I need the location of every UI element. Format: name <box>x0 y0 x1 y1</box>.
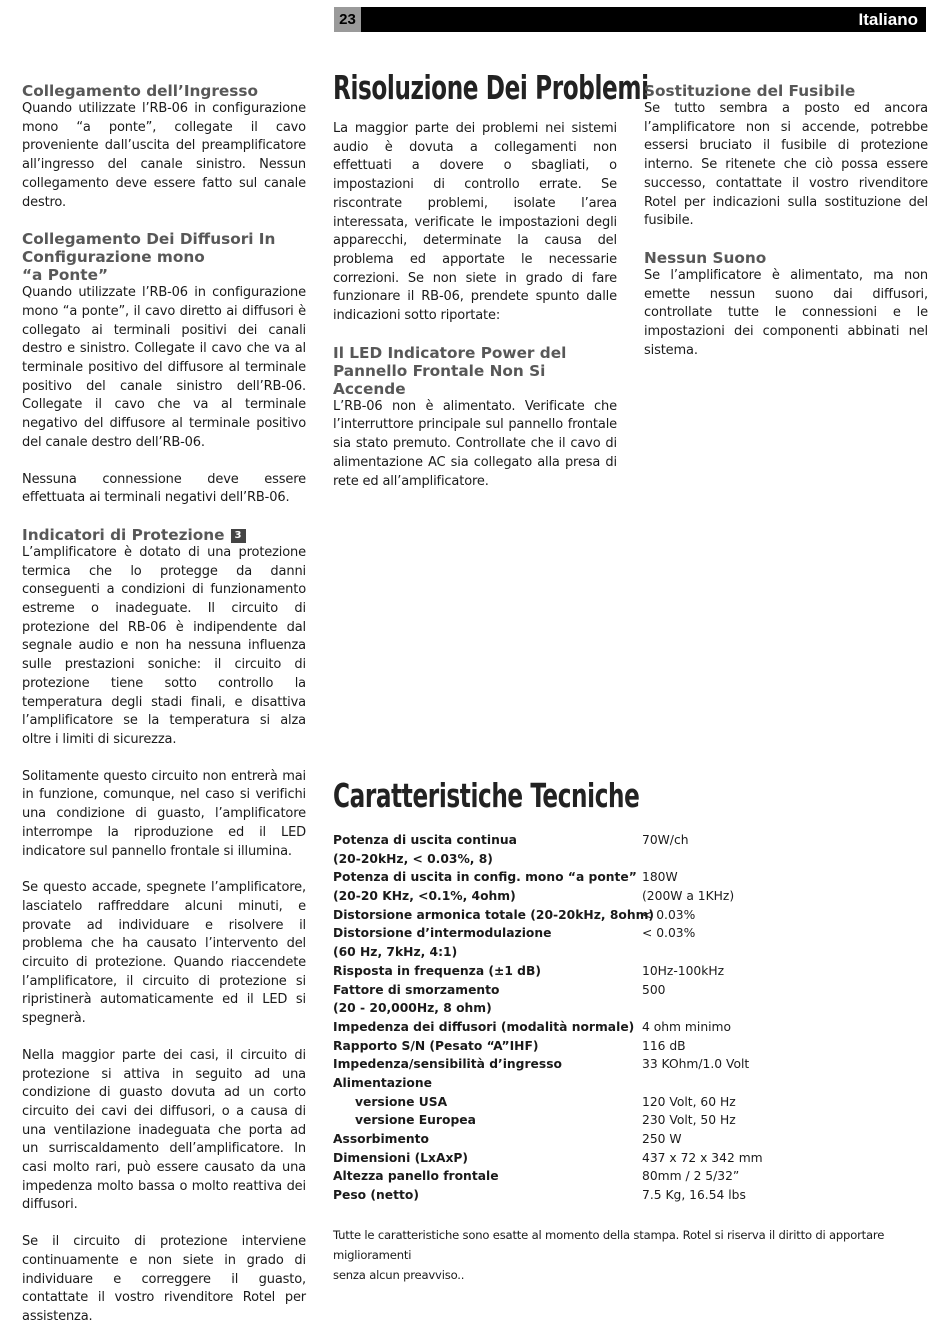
spec-label: (60 Hz, 7kHz, 4:1) <box>333 945 458 960</box>
spec-label: Risposta in frequenza (±1 dB) <box>333 963 541 978</box>
spec-row <box>333 1167 933 1186</box>
protection-paragraph-4: Nella maggior parte dei casi, il circuito di protezione si attiva in seguito ad una condizione di guasto dovuta ad un corto circuito dei cavi dei diffusori, o a causa di una ventilazione inadeguata che porta ad un surriscaldamento dell’amplificatore. In casi molto rari, può essere causato da una impedenza molto bassa o molto reattiva dei diffusori. <box>22 1047 306 1213</box>
spec-label: Potenza di uscita continua <box>333 833 517 847</box>
spec-row <box>333 1018 933 1037</box>
spec-label: Distorsione armonica totale (20-20kHz, 8ohm) <box>333 907 655 922</box>
input-connection-text: Quando utilizzate l’RB-06 in configurazione mono “a ponte”, collegate il cavo proveniente dall’uscita del preamplificatore all’ingresso del canale sinistro. Nessun collegamento deve essere fatto sul canale destro. <box>22 101 306 210</box>
spec-row <box>333 831 933 850</box>
protection-heading-text: Indicatori di Protezione <box>22 525 225 544</box>
specs-table <box>333 831 933 1205</box>
spec-value: 80mm / 2 5/32” <box>642 1169 740 1184</box>
spec-row <box>333 1074 933 1093</box>
spec-row <box>333 1093 933 1112</box>
spec-value: 10Hz-100kHz <box>642 963 725 978</box>
protection-heading <box>22 526 306 544</box>
spec-row <box>333 1130 933 1149</box>
protection-paragraph-2: Solitamente questo circuito non entrerà mai in funzione, comunque, nel caso si verifichi una condizione di guasto, l’amplificatore interrompe la riproduzione ed il LED indicatore sul pannello frontale si illumina. <box>22 768 306 859</box>
spec-row <box>333 887 933 906</box>
spec-value: 180W <box>642 870 678 885</box>
protection-paragraph-5: Se il circuito di protezione interviene continuamente e non siete in grado di individuare e correggere il guasto, contattate il vostro rivenditore Rotel per assistenza. <box>22 1234 306 1324</box>
spec-value: 70W/ch <box>642 833 689 847</box>
figure-reference-badge: 3 <box>231 529 246 543</box>
protection-paragraph-3: Se questo accade, spegnete l’amplificatore, lasciatelo raffreddare alcuni minuti, e provate ad individuare e risolvere il problema che ha causato l’intervento del circuito di protezione. Quando riaccendete l’amplificatore, il circuito di protezione si ripristinerà automaticamente ed il LED si spegnerà. <box>22 880 306 1027</box>
footnote-line-2: senza alcun preavviso.. <box>333 1268 465 1282</box>
spec-value: (200W a 1KHz) <box>642 889 735 904</box>
spec-row <box>333 1186 933 1205</box>
spec-label: (20-20kHz, < 0.03%, 8) <box>333 851 493 866</box>
power-led-heading-line-1: Il LED Indicatore Power del <box>333 343 567 362</box>
specs-title: Caratteristiche Tecniche <box>333 776 640 815</box>
spec-label: Potenza di uscita in config. mono “a ponte” <box>333 870 637 885</box>
page-number: 23 <box>334 7 361 32</box>
spec-value: 230 Volt, 50 Hz <box>642 1113 736 1128</box>
spec-value: < 0.03% <box>642 926 696 941</box>
spec-row <box>333 1149 933 1168</box>
spec-row <box>333 868 933 887</box>
spec-value: 500 <box>642 982 666 997</box>
bridge-speakers-text: Quando utilizzate l’RB-06 in configurazione mono “a ponte”, il cavo diretto ai diffusori è collegato ai terminali positivi dei canali destro e sinistro. Collegate il cavo che va al terminale positivo del diffusore al terminale positivo del canale sinistro dell’RB-06. Collegate il cavo che va al terminale negativo del diffusore al terminale positivo del canale destro dell’RB-06. <box>22 285 306 450</box>
spec-label: Impedenza/sensibilità d’ingresso <box>333 1057 562 1072</box>
spec-value: 7.5 Kg, 16.54 lbs <box>642 1188 746 1203</box>
protection-paragraph-1: L’amplificatore è dotato di una protezione termica che lo protegge da danni conseguenti a condizioni di funzionamento estreme o inadeguate. Il circuito di protezione del RB-06 è indipendente dal segnale audio e non ha nessuna influenza sulle prestazioni soniche: il circuito di protezione tiene sotto controllo la temperatura degli stadi finali, e disattiva l’amplificatore se la temperatura si alza oltre i limiti di sicurezza. <box>22 544 306 747</box>
spec-label: Fattore di smorzamento <box>333 982 500 997</box>
input-connection-heading: Collegamento dell’Ingresso <box>22 82 259 100</box>
spec-row <box>333 850 933 869</box>
spec-label: versione Europea <box>355 1113 476 1128</box>
middle-column <box>333 66 649 491</box>
left-column <box>22 82 306 1327</box>
power-led-heading-line-2: Pannello Frontale Non Si <box>333 361 546 380</box>
power-led-heading <box>333 344 617 398</box>
troubleshooting-title: Risoluzione Dei Problemi <box>333 68 649 107</box>
spec-label: (20-20 KHz, <0.1%, 4ohm) <box>333 889 516 904</box>
bridge-heading-line-2: Configurazione mono <box>22 248 205 267</box>
power-led-heading-line-3: Accende <box>333 379 406 398</box>
bridge-speakers-heading <box>22 230 306 284</box>
spec-label: (20 - 20,000Hz, 8 ohm) <box>333 1001 492 1016</box>
spec-value: 33 KOhm/1.0 Volt <box>642 1057 750 1072</box>
power-led-text: L’RB-06 non è alimentato. Verificate che l’interruttore principale sul pannello frontale sia stato premuto. Controllate che il cavo di alimentazione AC sia collegato alla presa di rete ed all’amplificatore. <box>333 398 617 489</box>
spec-value: 120 Volt, 60 Hz <box>642 1094 736 1109</box>
spec-row <box>333 1055 933 1074</box>
spec-row <box>333 981 933 1000</box>
spec-label: Distorsione d’intermodulazione <box>333 926 552 941</box>
spec-value: 437 x 72 x 342 mm <box>642 1150 763 1165</box>
fuse-heading: Sostituzione del Fusibile <box>644 82 856 100</box>
troubleshooting-intro: La maggior parte dei problemi nei sistemi audio è dovuta a collegamenti non effettuati a dovere o sbagliati, o impostazioni di controllo errate. Se riscontrate problemi, isolate l’area interessata, verificate le impostazioni degli apparecchi, determinate la causa del problema ed apportate le necessarie correzioni. Se non siete in grado di fare funzionare il RB-06, prendete spunto dalle indicazioni sotto riportate: <box>333 121 617 324</box>
spec-label: Dimensioni (LxAxP) <box>333 1150 469 1165</box>
spec-label: Assorbimento <box>333 1132 429 1146</box>
bridge-heading-line-1: Collegamento Dei Diffusori In <box>22 230 276 249</box>
spec-label: Alimentazione <box>333 1075 432 1090</box>
bridge-speakers-note: Nessuna connessione deve essere effettuata ai terminali negativi dell’RB-06. <box>22 471 306 506</box>
spec-label: Altezza panello frontale <box>333 1169 499 1184</box>
no-sound-text: Se l’amplificatore è alimentato, ma non emette nessun suono dai diffusori, controllate tutte le connessioni e le impostazioni dei componenti abbinati nel sistema. <box>644 267 928 358</box>
right-column <box>644 82 928 360</box>
spec-row <box>333 1037 933 1056</box>
spec-label: Peso (netto) <box>333 1188 419 1203</box>
spec-label: Rapporto S/N (Pesato “A”IHF) <box>333 1038 539 1053</box>
spec-value: < 0.03% <box>642 907 696 922</box>
bridge-heading-line-3: “a Ponte” <box>22 266 109 285</box>
spec-row <box>333 962 933 981</box>
spec-value: 250 W <box>642 1132 682 1146</box>
header-language-bar: Italiano <box>361 7 926 32</box>
spec-row <box>333 924 933 943</box>
spec-label: versione USA <box>355 1094 448 1109</box>
spec-row <box>333 943 933 962</box>
spec-label: Impedenza dei diffusori (modalità normale) <box>333 1019 635 1034</box>
fuse-text: Se tutto sembra a posto ed ancora l’amplificatore non si accende, potrebbe essersi bruciato il fusibile di protezione interno. Se ritenete che ciò possa essere successo, contattate il vostro rivenditore Rotel per indicazioni sulla sostituzione del fusibile. <box>644 101 928 229</box>
spec-row <box>333 999 933 1018</box>
spec-value: 4 ohm minimo <box>642 1019 732 1034</box>
specs-footnote <box>333 1225 933 1285</box>
spec-row <box>333 906 933 925</box>
specs-title-block <box>333 774 933 818</box>
spec-value: 116 dB <box>642 1038 686 1053</box>
spec-row <box>333 1111 933 1130</box>
no-sound-heading: Nessun Suono <box>644 248 767 267</box>
footnote-line-1: Tutte le caratteristiche sono esatte al momento della stampa. Rotel si riserva il diritto di apportare miglioramenti <box>333 1228 885 1262</box>
